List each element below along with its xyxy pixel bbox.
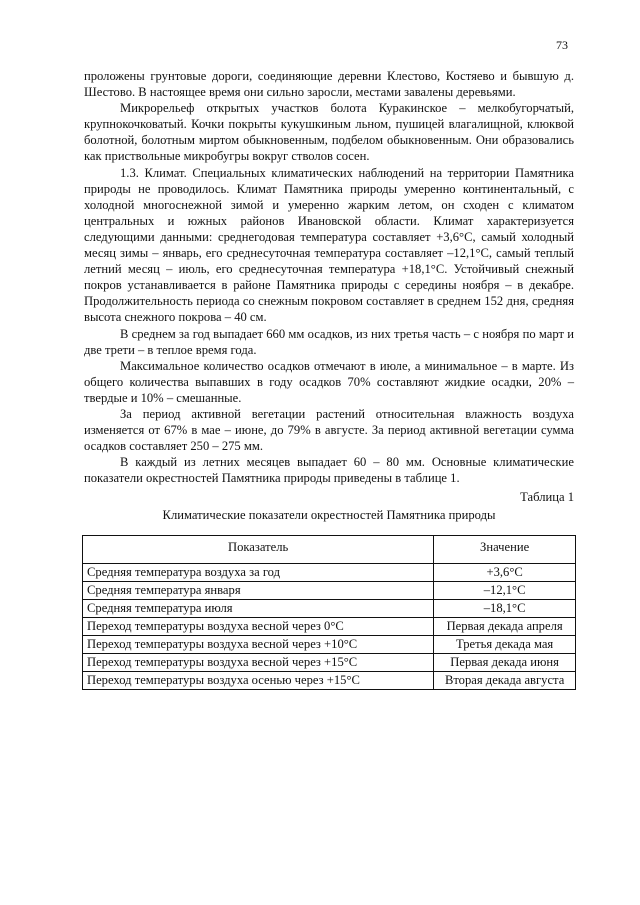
- paragraph-precipitation-year: В среднем за год выпадает 660 мм осадков, из них третья часть – с ноября по март и две трети – в теплое время года.: [84, 326, 574, 357]
- value-cell: –18,1°С: [434, 599, 576, 617]
- paragraph-humidity: За период активной вегетации растений относительная влажность воздуха изменяется от 67% в мае – июне, до 79% в августе. За период активной вегетации сумма осадков составляет 250 – 275 мм.: [84, 406, 574, 454]
- table-row: [83, 653, 576, 671]
- indicator-cell: Средняя температура воздуха за год: [83, 563, 434, 581]
- paragraph-summer-months: В каждый из летних месяцев выпадает 60 – 80 мм. Основные климатические показатели окрестностей Памятника природы приведены в таблице 1.: [84, 455, 574, 486]
- indicator-cell: Средняя температура июля: [83, 599, 434, 617]
- table-header-row: [83, 535, 576, 563]
- indicator-cell: Переход температуры воздуха весной через +15°С: [83, 653, 434, 671]
- table-label: Таблица 1: [520, 490, 574, 505]
- climate-table: [82, 535, 576, 690]
- value-cell: Вторая декада августа: [434, 671, 576, 689]
- table-row: [83, 671, 576, 689]
- header-value: Значение: [434, 535, 576, 563]
- indicator-cell: Средняя температура января: [83, 581, 434, 599]
- indicator-cell: Переход температуры воздуха весной через 0°С: [83, 617, 434, 635]
- value-cell: Первая декада апреля: [434, 617, 576, 635]
- value-cell: Третья декада мая: [434, 635, 576, 653]
- header-indicator: Показатель: [83, 535, 434, 563]
- table-title: Климатические показатели окрестностей Памятника природы: [162, 507, 496, 522]
- value-cell: –12,1°С: [434, 581, 576, 599]
- page-number: 73: [556, 38, 568, 52]
- indicator-cell: Переход температуры воздуха осенью через +15°С: [83, 671, 434, 689]
- table-row: [83, 635, 576, 653]
- paragraph-roads: проложены грунтовые дороги, соединяющие деревни Клестово, Костяево и бывшую д. Шестово. В настоящее время они сильно заросли, местами завалены деревьями.: [84, 69, 574, 100]
- paragraph-microrelief: Микрорельеф открытых участков болота Куракинское – мелкобугорчатый, крупнокочковатый. Кочки покрыты кукушкиным льном, пушицей влагалищной, клюквой болотной, болотным миртом обыкновенным, подбелом обыкновенным. Они образовались как приствольные микробугры вокруг стволов сосен.: [84, 101, 574, 164]
- paragraph-precipitation-max-min: Максимальное количество осадков отмечают в июле, а минимальное – в марте. Из общего количества выпавших в году осадков 70% составляют жидкие осадки, 20% – твердые и 10% – смешанные.: [84, 358, 574, 405]
- table-row: [83, 563, 576, 581]
- document-body: [84, 68, 574, 690]
- value-cell: Первая декада июня: [434, 653, 576, 671]
- table-row: [83, 617, 576, 635]
- value-cell: +3,6°С: [434, 563, 576, 581]
- paragraph-climate: 1.3. Климат. Специальных климатических наблюдений на территории Памятника природы не проводилось. Климат Памятника природы умеренно континентальный, с холодной многоснежной зимой и умеренно жарким летом, он сходен с климатом центральных и южных районов Ивановской области. Климат характеризуется следующими данными: среднегодовая температура составляет +3,6°С, самый холодный месяц зимы – январь, его среднесуточная температура составляет –12,1°С, самый теплый летний месяц – июль, его среднесуточная температура +18,1°С. Устойчивый снежный покров устанавливается в районе Памятника природы с середины ноября – в декабре. Продолжительность периода со снежным покровом составляет в среднем 152 дня, средняя высота снежного покрова – 40 см.: [84, 165, 574, 325]
- table-row: [83, 581, 576, 599]
- indicator-cell: Переход температуры воздуха весной через +10°С: [83, 635, 434, 653]
- table-row: [83, 599, 576, 617]
